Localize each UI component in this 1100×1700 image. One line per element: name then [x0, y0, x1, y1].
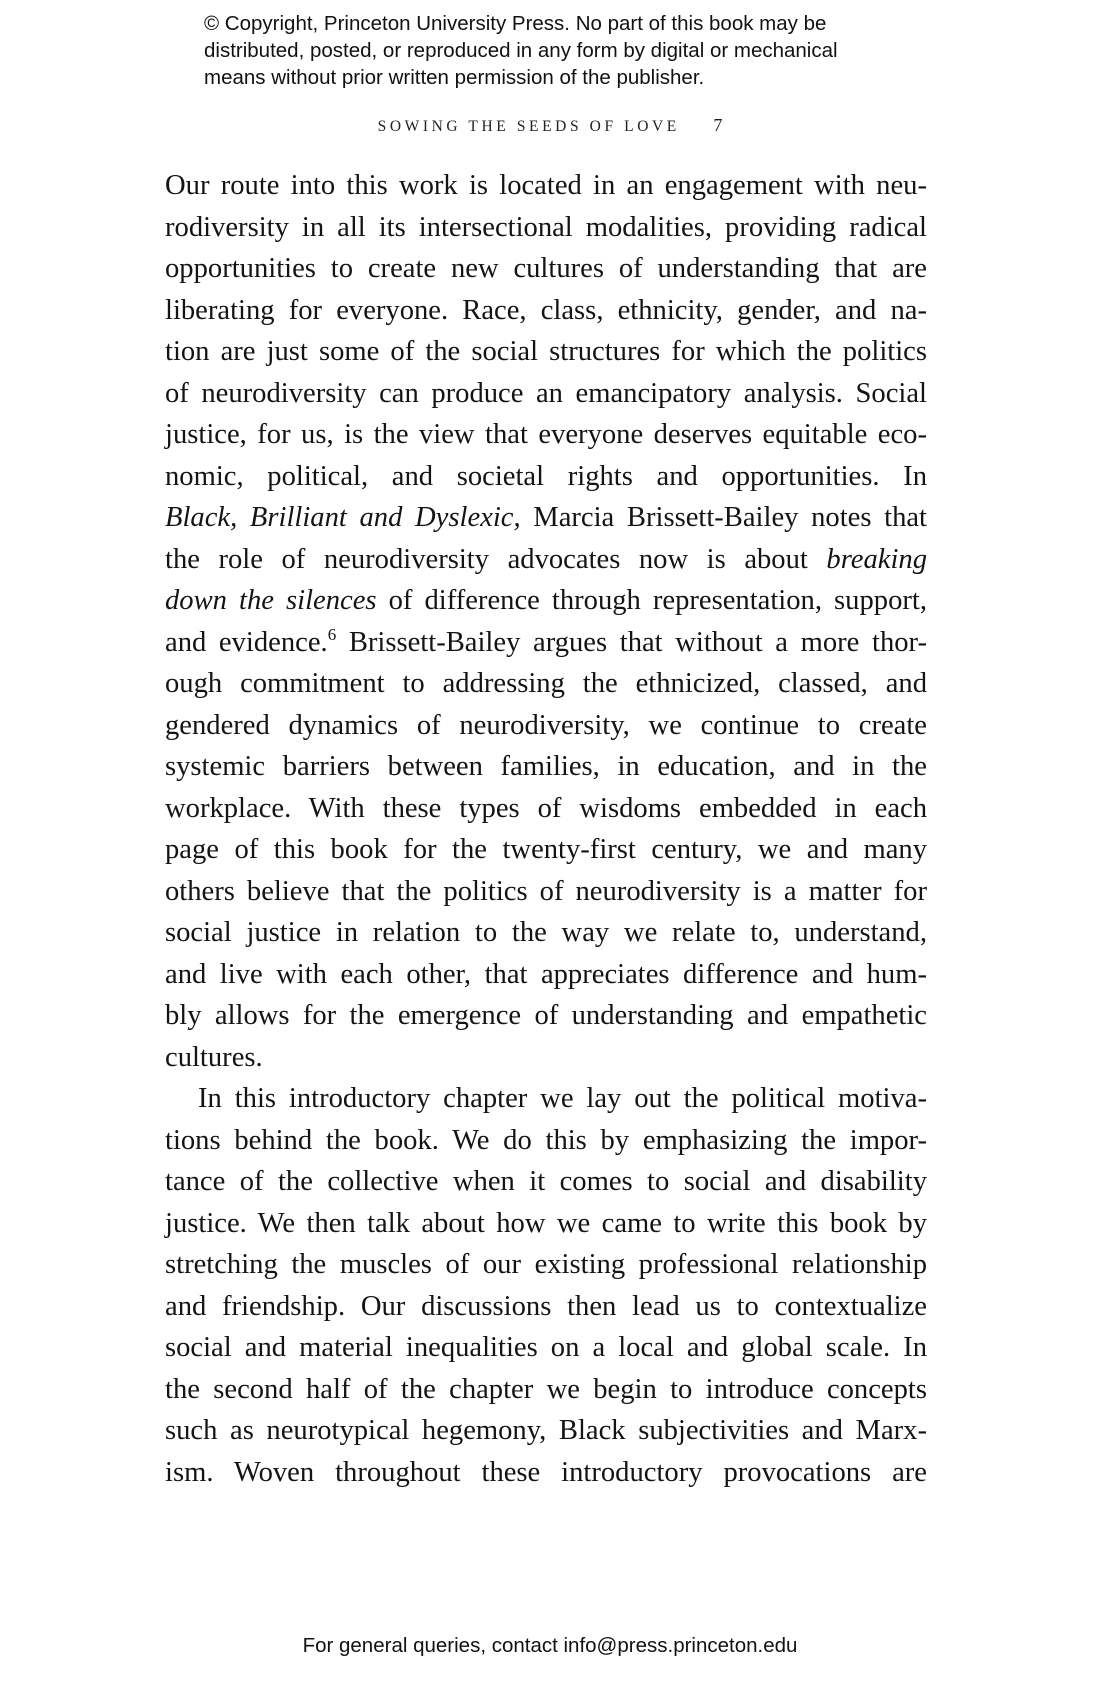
text-line: justice. We then talk about how we came to write this book by	[165, 1207, 927, 1239]
copyright-line: distributed, posted, or reproduced in any form by digital or mechanical	[204, 39, 838, 62]
text-line: workplace. With these types of wisdoms embedded in each	[165, 792, 927, 824]
copyright-line: © Copyright, Princeton University Press. No part of this book may be	[204, 12, 827, 35]
text-line: rodiversity in all its intersectional modalities, providing radical	[165, 211, 927, 243]
emphasis: breaking	[826, 543, 927, 575]
text-line: such as neurotypical hegemony, Black subjectivities and Marx-	[165, 1415, 927, 1446]
text-line	[165, 580, 927, 622]
text-line: nomic, political, and societal rights and opportunities. In	[165, 460, 927, 492]
text-line: social and material inequalities on a local and global scale. In	[165, 1332, 927, 1363]
paragraph-1	[165, 165, 927, 1078]
text-line: systemic barriers between families, in education, and in the	[165, 751, 927, 782]
emphasis: down the silences	[165, 585, 377, 616]
text-line: liberating for everyone. Race, class, ethnicity, gender, and na-	[165, 294, 927, 326]
text-line: Our route into this work is located in an engagement with neu-	[165, 170, 927, 201]
text-line: cultures.	[165, 1041, 263, 1073]
text-line: page of this book for the twenty-first century, we and many	[165, 834, 927, 865]
footnote-marker: 6	[327, 624, 337, 644]
text-line: In this introductory chapter we lay out the political motiva-	[198, 1083, 927, 1114]
text-line: the second half of the chapter we begin to introduce concepts	[165, 1373, 927, 1405]
text-line: tion are just some of the social structures for which the politics	[165, 336, 927, 367]
text-line: bly allows for the emergence of understanding and empathetic	[165, 1000, 927, 1031]
text-line	[165, 497, 927, 539]
page-number: 7	[713, 115, 723, 135]
text-line: and friendship. Our discussions then lead us to contextualize	[165, 1290, 927, 1322]
book-title: Black, Brilliant and Dyslexic,	[165, 502, 521, 533]
text-line: and live with each other, that appreciates difference and hum-	[165, 958, 927, 990]
text-span: Brissett-Bailey argues that without a more thor-	[336, 626, 928, 658]
text-line: justice, for us, is the view that everyone deserves equitable eco-	[165, 419, 927, 450]
text-span: Marcia Brissett-Bailey notes that	[520, 502, 927, 533]
text-line: social justice in relation to the way we relate to, understand,	[165, 917, 927, 948]
copyright-notice	[204, 10, 964, 91]
text-span: the role of neurodiversity advocates now is about	[165, 543, 827, 575]
text-line	[165, 539, 927, 581]
text-line: stretching the muscles of our existing professional relationship	[165, 1249, 927, 1280]
text-line: tance of the collective when it comes to social and disability	[165, 1166, 927, 1197]
text-line: of neurodiversity can produce an emancipatory analysis. Social	[165, 377, 927, 409]
running-head-title: SOWING THE SEEDS OF LOVE	[377, 118, 680, 135]
running-head	[0, 115, 1100, 136]
text-span: of difference through representation, support,	[376, 585, 927, 616]
text-line: gendered dynamics of neurodiversity, we continue to create	[165, 709, 927, 741]
footer-contact: For general queries, contact info@press.princeton.edu	[302, 1634, 798, 1657]
body-text	[165, 165, 927, 1493]
copyright-line: means without prior written permission of the publisher.	[204, 66, 705, 89]
text-line: others believe that the politics of neurodiversity is a matter for	[165, 875, 927, 907]
text-line: opportunities to create new cultures of understanding that are	[165, 253, 927, 284]
text-line	[165, 622, 927, 664]
text-line: ough commitment to addressing the ethnicized, classed, and	[165, 668, 927, 699]
text-span: and evidence.	[165, 626, 328, 658]
text-line: tions behind the book. We do this by emphasizing the impor-	[165, 1124, 927, 1156]
text-line: ism. Woven throughout these introductory provocations are	[165, 1456, 927, 1488]
paragraph-2	[165, 1078, 927, 1493]
